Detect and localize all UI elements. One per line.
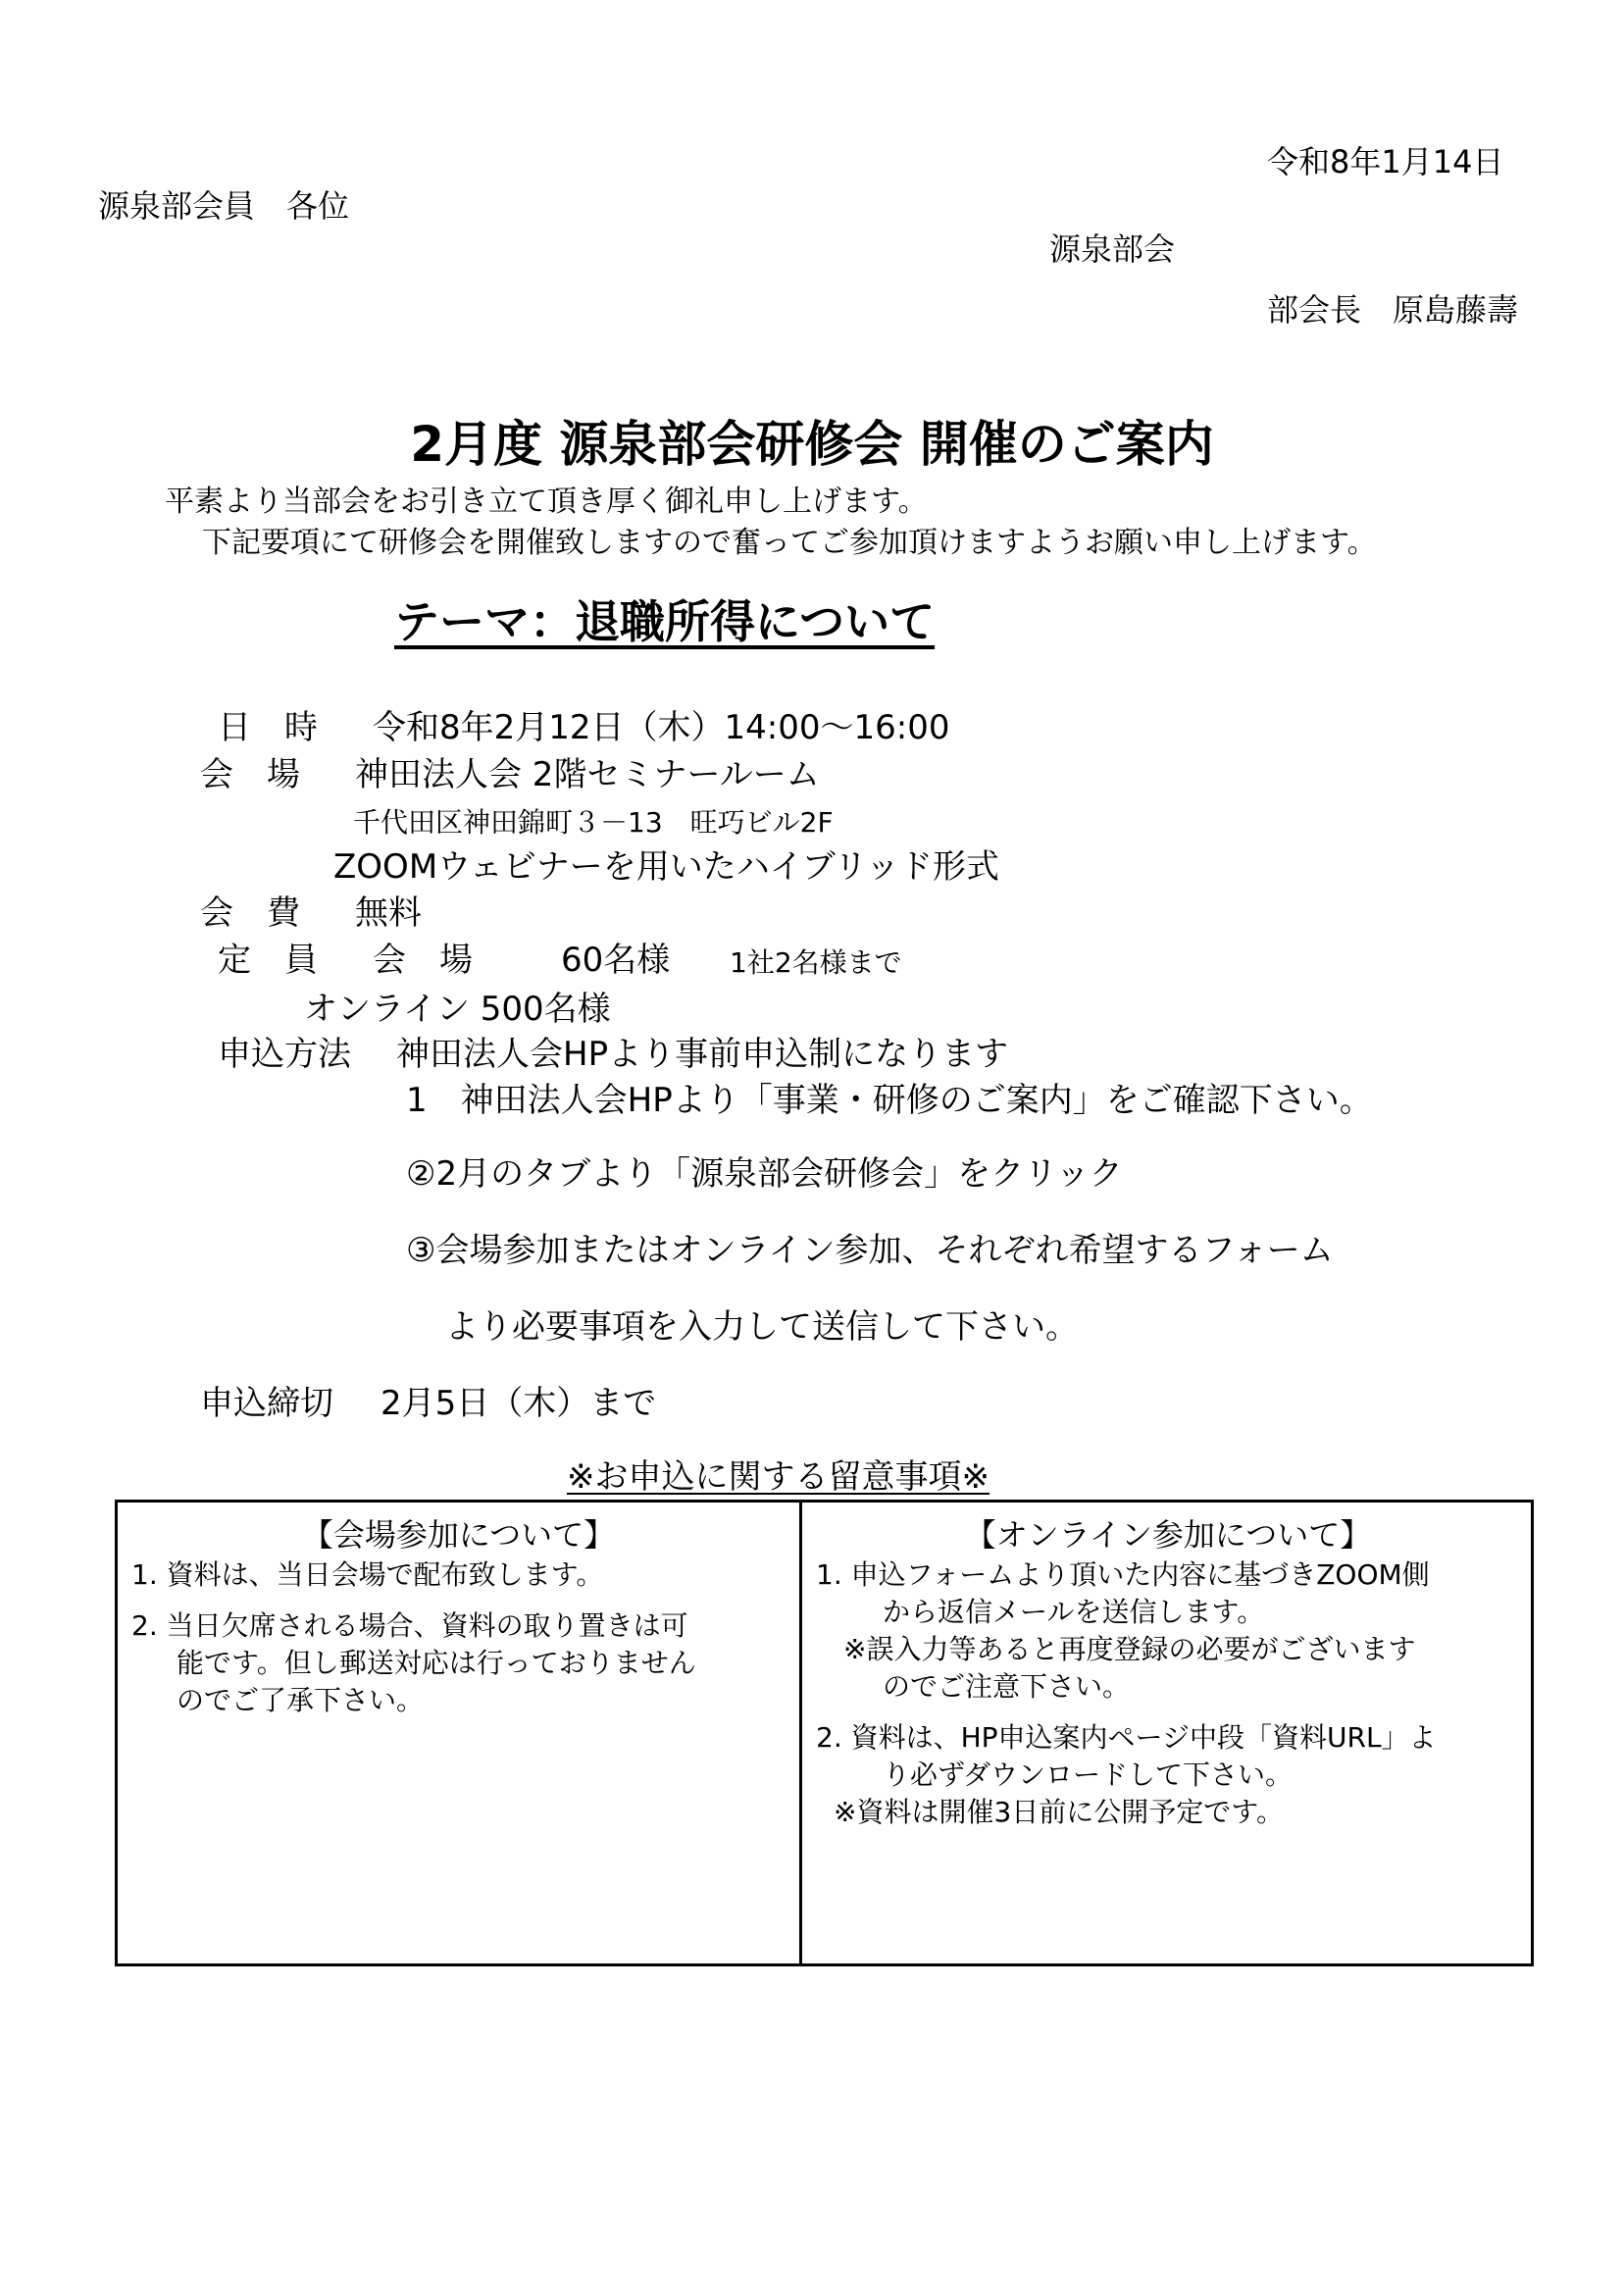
online-note-1-line-1: 1. 申込フォームより頂いた内容に基づきZOOM側 bbox=[816, 1558, 1430, 1591]
notice-heading: ※お申込に関する留意事項※ bbox=[567, 1457, 990, 1497]
venue-note-1: 1. 資料は、当日会場で配布致します。 bbox=[131, 1558, 604, 1591]
capacity-online: オンライン 500名様 bbox=[304, 990, 611, 1029]
online-note-2-warning: ※資料は開催3日前に公開予定です。 bbox=[834, 1796, 1285, 1828]
capacity-label: 定 員 bbox=[218, 941, 318, 980]
notes-table bbox=[115, 1500, 1534, 1966]
fee-value: 無料 bbox=[355, 893, 422, 933]
online-note-2-line-1: 2. 資料は、HP申込案内ページ中段「資料URL」よ bbox=[816, 1721, 1437, 1754]
venue-note-2-line-2: 能です。但し郵送対応は行っておりません bbox=[177, 1647, 696, 1679]
intro-line-2: 下記要項にて研修会を開催致しますので奮ってご参加頂けますようお願い申し上げます。 bbox=[202, 526, 1377, 560]
apply-step-3-line-1: ③会場参加またはオンライン参加、それぞれ希望するフォーム bbox=[406, 1231, 1334, 1270]
document-date: 令和8年1月14日 bbox=[1267, 143, 1504, 180]
datetime-value: 令和8年2月12日（木）14:00～16:00 bbox=[373, 708, 950, 747]
online-note-1-warning-line-1: ※誤入力等あると再度登録の必要がございます bbox=[843, 1633, 1416, 1665]
theme-heading: テーマ：退職所得について bbox=[394, 595, 936, 648]
event-format: ZOOMウェビナーを用いたハイブリッド形式 bbox=[333, 847, 1000, 887]
venue-note-2-line-1: 2. 当日欠席される場合、資料の取り置きは可 bbox=[131, 1609, 688, 1642]
apply-step-1: 1 神田法人会HPより「事業・研修のご案内」をご確認下さい。 bbox=[406, 1081, 1373, 1120]
table-divider bbox=[799, 1503, 802, 1963]
recipient-line: 源泉部会員 各位 bbox=[98, 187, 350, 225]
apply-value: 神田法人会HPより事前申込制になります bbox=[396, 1035, 1009, 1074]
online-note-1-line-2: から返信メールを送信します。 bbox=[883, 1596, 1265, 1628]
apply-step-3-line-2: より必要事項を入力して送信して下さい。 bbox=[445, 1307, 1079, 1347]
fee-label: 会 費 bbox=[200, 893, 300, 933]
venue-label: 会 場 bbox=[200, 755, 300, 794]
deadline-label: 申込締切 bbox=[200, 1384, 333, 1423]
venue-address: 千代田区神田錦町３－13 旺巧ビル2F bbox=[353, 806, 834, 839]
venue-note-2-line-3: のでご了承下さい。 bbox=[177, 1684, 425, 1716]
venue-notes-heading: 【会場参加について】 bbox=[301, 1516, 616, 1554]
document-title: 2月度 源泉部会研修会 開催のご案内 bbox=[410, 416, 1214, 473]
deadline-value: 2月5日（木）まで bbox=[381, 1384, 657, 1423]
sender-name: 部会長 原島藤壽 bbox=[1267, 291, 1519, 329]
apply-step-2: ②2月のタブより「源泉部会研修会」をクリック bbox=[406, 1154, 1123, 1194]
datetime-label: 日 時 bbox=[218, 708, 318, 747]
capacity-venue-value: 60名様 bbox=[561, 941, 671, 980]
online-note-1-warning-line-2: のでご注意下さい。 bbox=[883, 1670, 1131, 1703]
venue-value: 神田法人会 2階セミナールーム bbox=[355, 755, 820, 794]
apply-label: 申込方法 bbox=[218, 1035, 351, 1074]
online-note-2-line-2: り必ずダウンロードして下さい。 bbox=[883, 1759, 1294, 1791]
sender-organization: 源泉部会 bbox=[1049, 230, 1176, 268]
intro-line-1: 平素より当部会をお引き立て頂き厚く御礼申し上げます。 bbox=[165, 484, 928, 519]
capacity-venue-label: 会 場 bbox=[373, 941, 473, 980]
online-notes-heading: 【オンライン参加について】 bbox=[964, 1516, 1372, 1554]
capacity-note: 1社2名様まで bbox=[730, 946, 902, 979]
